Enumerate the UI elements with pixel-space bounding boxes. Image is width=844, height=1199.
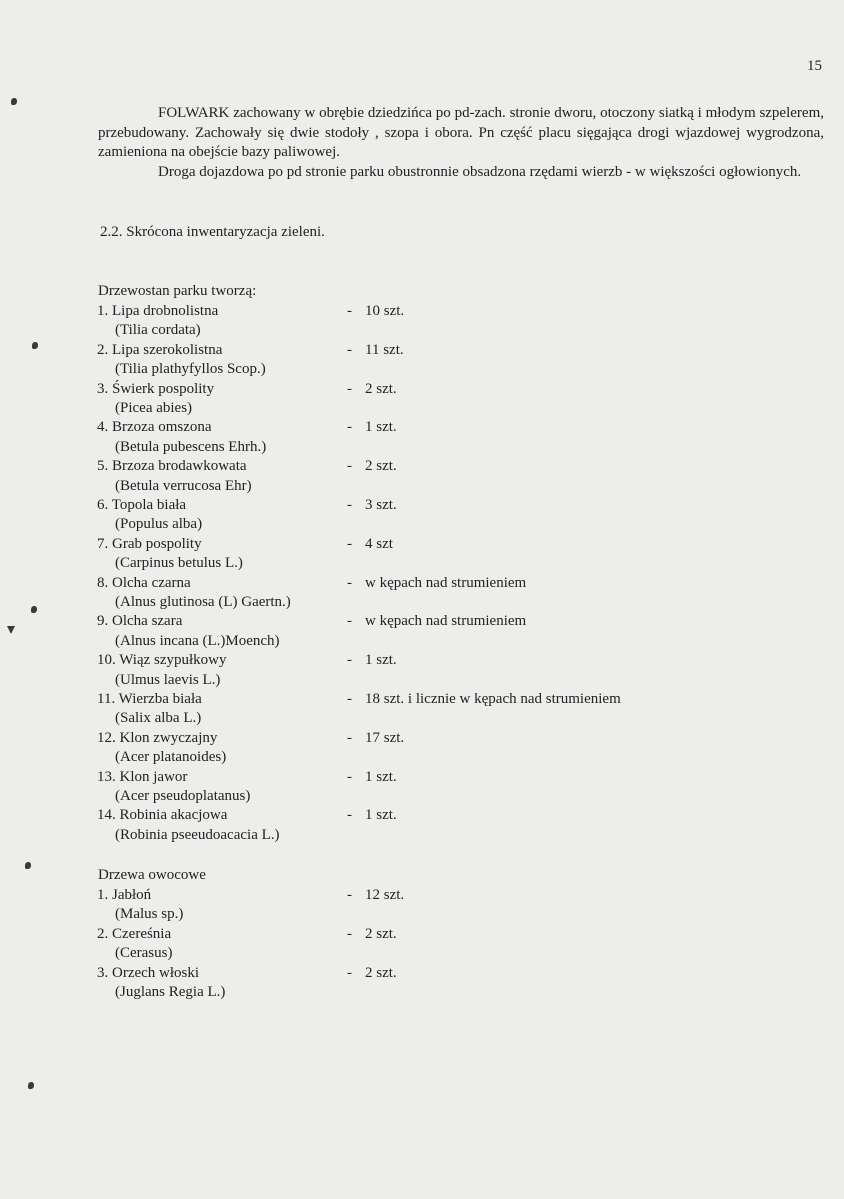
dash-separator: - (347, 303, 352, 319)
intro-paragraph-text: FOLWARK zachowany w obrębie dziedzińca po pd-zach. stronie dworu, otoczony siatką i młodym szpelerem, przebudowany. Zachowały się dwie stodoły , szopa i obora. Pn część placu sięgająca drogi wjazdowej wygrodzona, zamieniona na obejście bazy paliwowej. (98, 105, 824, 160)
quantity: 1 szt. (365, 768, 397, 785)
list-item (97, 418, 817, 457)
list-item (97, 302, 817, 341)
species-name: 9. Olcha szara (97, 613, 183, 630)
species-name: 5. Brzoza brodawkowata (97, 458, 247, 475)
list-item (97, 535, 817, 574)
margin-mark (28, 1082, 34, 1089)
quantity: 1 szt. (365, 652, 397, 669)
list-item (97, 690, 817, 729)
species-name: 4. Brzoza omszona (97, 419, 212, 436)
dash-separator: - (347, 729, 352, 746)
list-item (97, 341, 817, 380)
list-item (97, 574, 817, 613)
quantity: 1 szt. (365, 419, 397, 436)
quantity: 18 szt. i licznie w kępach nad strumieniem (365, 690, 621, 707)
quantity: 10 szt. (365, 303, 405, 319)
species-name: 1. Lipa drobnolistna (97, 303, 219, 319)
quantity: 4 szt (365, 535, 393, 552)
list-item (97, 496, 817, 535)
species-name: 2. Czereśnia (97, 925, 172, 942)
quantity: 1 szt. (365, 807, 397, 824)
latin-name: (Tilia plathyfyllos Scop.) (115, 361, 266, 378)
dash-separator: - (347, 768, 352, 785)
latin-name: (Salix alba L.) (115, 710, 202, 727)
quantity: 2 szt. (365, 925, 397, 942)
quantity: 2 szt. (365, 964, 397, 981)
margin-mark (11, 98, 17, 105)
quantity: 2 szt. (365, 458, 397, 475)
dash-separator: - (347, 341, 352, 358)
dash-separator: - (347, 807, 352, 824)
margin-mark (25, 862, 31, 869)
margin-mark (31, 606, 37, 613)
dash-separator: - (347, 690, 352, 707)
latin-name: (Cerasus) (115, 945, 173, 962)
margin-mark (32, 342, 38, 349)
species-name: 8. Olcha czarna (97, 574, 191, 591)
dash-separator: - (347, 535, 352, 552)
quantity: 12 szt. (365, 887, 405, 903)
species-name: 6. Topola biała (97, 496, 187, 513)
species-name: 14. Robinia akacjowa (97, 807, 228, 824)
latin-name: (Tilia cordata) (115, 322, 201, 339)
dash-separator: - (347, 574, 352, 591)
latin-name: (Alnus glutinosa (L) Gaertn.) (115, 593, 291, 610)
species-name: 2. Lipa szerokolistna (97, 341, 223, 358)
list-item (97, 380, 817, 419)
page-number: 15 (807, 58, 822, 74)
section-heading: 2.2. Skrócona inwentaryzacja zieleni. (100, 224, 325, 240)
latin-name: (Picea abies) (115, 399, 193, 416)
list-item (97, 886, 817, 925)
margin-mark (7, 626, 15, 634)
list-item (97, 964, 817, 1003)
latin-name: (Juglans Regia L.) (115, 983, 226, 1000)
dash-separator: - (347, 652, 352, 669)
latin-name: (Alnus incana (L.)Moench) (115, 632, 280, 649)
intro-paragraph (98, 104, 824, 163)
dash-separator: - (347, 496, 352, 513)
latin-name: (Populus alba) (115, 516, 203, 533)
list-item (97, 806, 817, 845)
species-name: 12. Klon zwyczajny (97, 729, 218, 746)
intro-paragraph-text: Droga dojazdowa po pd stronie parku obustronnie obsadzona rzędami wierzb - w większości ogłowionych. (158, 164, 802, 180)
species-name: 3. Orzech włoski (97, 964, 200, 981)
latin-name: (Carpinus betulus L.) (115, 555, 243, 572)
fruit-tree-list (97, 886, 817, 1002)
species-name: 7. Grab pospolity (97, 535, 202, 552)
tree-list-title: Drzewostan parku tworzą: (98, 283, 257, 299)
quantity: 17 szt. (365, 729, 405, 746)
dash-separator: - (347, 613, 352, 630)
latin-name: (Betula pubescens Ehrh.) (115, 438, 267, 455)
dash-separator: - (347, 380, 352, 397)
latin-name: (Betula verrucosa Ehr) (115, 477, 252, 494)
list-item (97, 768, 817, 807)
species-name: 10. Wiąz szypułkowy (97, 652, 227, 669)
quantity: 3 szt. (365, 496, 397, 513)
dash-separator: - (347, 458, 352, 475)
latin-name: (Ulmus laevis L.) (115, 671, 221, 688)
dash-separator: - (347, 887, 352, 903)
quantity: w kępach nad strumieniem (365, 613, 527, 630)
list-item (97, 457, 817, 496)
list-item (97, 612, 817, 651)
fruit-tree-list-title: Drzewa owocowe (98, 867, 206, 883)
list-item (97, 729, 817, 768)
latin-name: (Robinia pseeudoacacia L.) (115, 826, 280, 843)
list-item (97, 925, 817, 964)
species-name: 1. Jabłoń (97, 887, 152, 903)
species-name: 13. Klon jawor (97, 768, 188, 785)
quantity: 2 szt. (365, 380, 397, 397)
list-item (97, 651, 817, 690)
quantity: w kępach nad strumieniem (365, 574, 527, 591)
tree-list (97, 302, 817, 845)
dash-separator: - (347, 964, 352, 981)
latin-name: (Acer platanoides) (115, 749, 227, 766)
dash-separator: - (347, 419, 352, 436)
intro-paragraph (98, 163, 824, 183)
quantity: 11 szt. (365, 341, 404, 358)
latin-name: (Malus sp.) (115, 906, 184, 923)
species-name: 11. Wierzba biała (97, 690, 202, 707)
dash-separator: - (347, 925, 352, 942)
species-name: 3. Świerk pospolity (97, 380, 215, 397)
latin-name: (Acer pseudoplatanus) (115, 787, 251, 804)
